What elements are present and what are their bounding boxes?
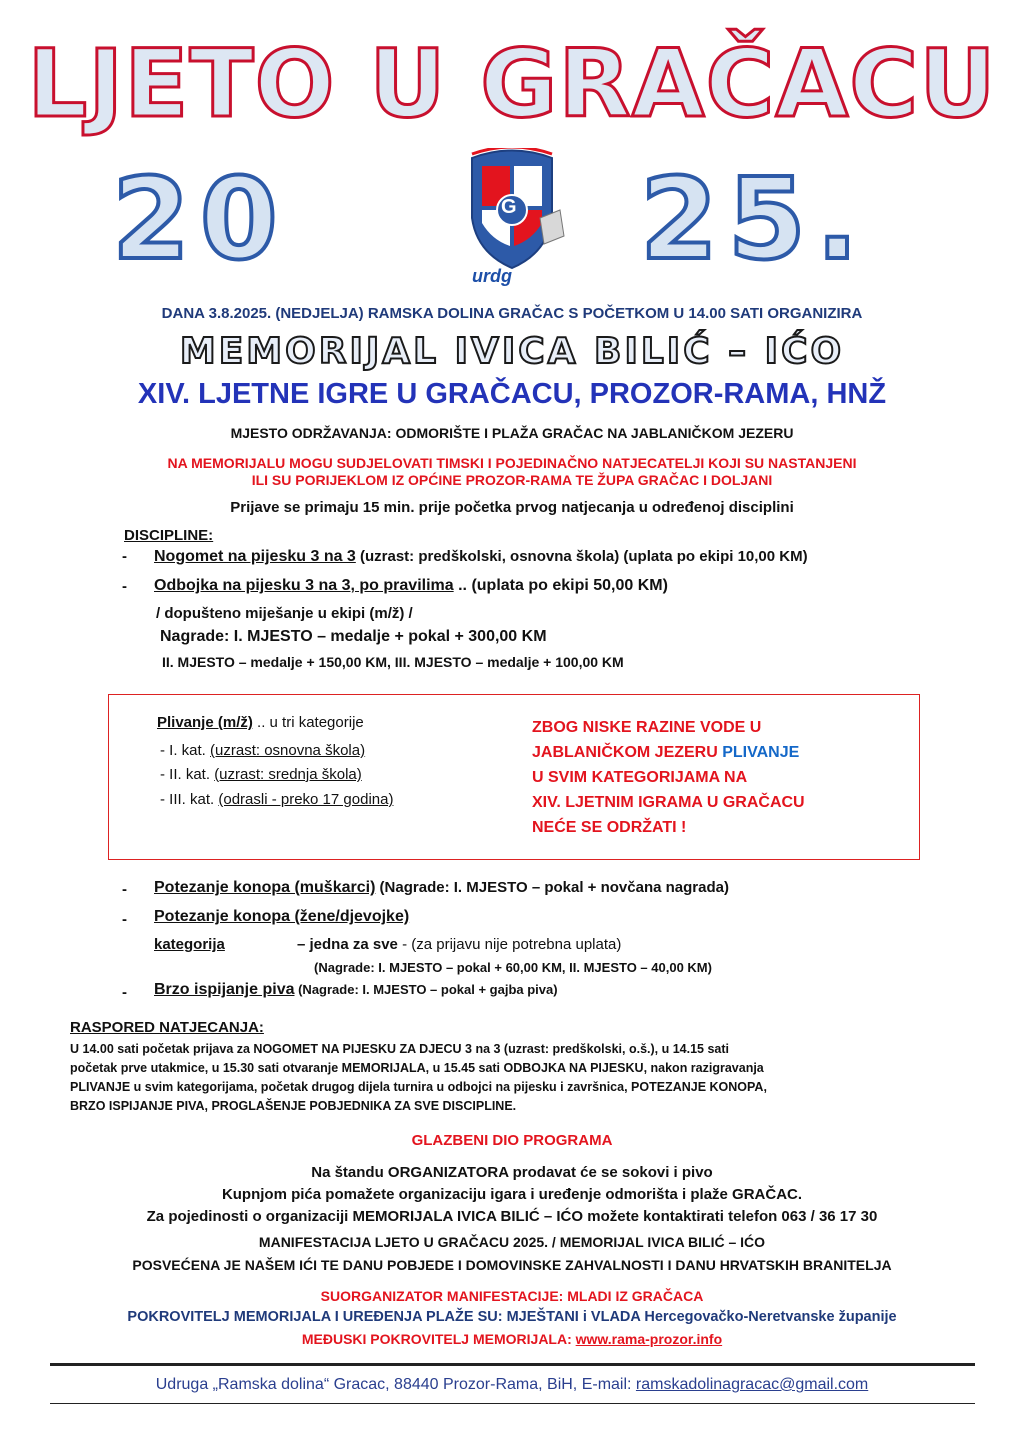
football-name: Nogomet na pijesku 3 na 3	[154, 548, 356, 565]
footer-divider-top	[50, 1363, 975, 1366]
bullet-dash: -	[122, 578, 127, 595]
info-line-2: Kupnjom pića pomažete organizaciju igara i uređenje odmorišta i plaže GRAČAC.	[221, 1186, 803, 1203]
discipline-football	[154, 548, 808, 566]
swim-cat-3-label: - III. kat.	[160, 791, 219, 808]
logo-letter: G	[501, 196, 517, 218]
notice-swimming-word: PLIVANJE	[722, 744, 800, 761]
rope-women-category	[154, 936, 225, 953]
swimming-title	[157, 714, 364, 731]
footer-address: 88440 Prozor-Rama, BiH, E-mail:	[389, 1376, 636, 1393]
music-heading: GLAZBENI DIO PROGRAMA	[411, 1132, 613, 1149]
swim-category-2	[160, 766, 362, 783]
disciplines-heading: DISCIPLINE:	[124, 527, 214, 544]
volley-name: Odbojka na pijesku 3 na 3, po pravilima	[154, 577, 454, 594]
footer-divider-bottom	[50, 1403, 975, 1404]
notice-line-5: NEĆE SE ODRŽATI !	[532, 819, 687, 836]
info-line-1: Na štandu ORGANIZATORA prodavat će se sokovi i pivo	[311, 1164, 713, 1181]
swimming-suffix: .. u tri kategorije	[252, 714, 364, 731]
notice-line-3: U SVIM KATEGORIJAMA NA	[532, 769, 748, 786]
shield-emblem-icon	[452, 148, 572, 298]
co-organizer-line: SUORGANIZATOR MANIFESTACIJE: MLADI IZ GRAČACA	[320, 1288, 704, 1304]
games-title: XIV. LJETNE IGRE U GRAČACU, PROZOR-RAMA, HNŽ	[137, 378, 887, 410]
info-line-5: POSVEĆENA JE NAŠEM IĆI TE DANU POBJEDE I DOMOVINSKE ZAHVALNOSTI I DANU HRVATSKIH BRANITELJA	[132, 1257, 892, 1273]
swim-category-1	[160, 742, 365, 759]
volley-mix-note: / dopušteno miješanje u ekipi (m/ž) /	[156, 605, 413, 622]
footer-contact	[0, 1376, 1024, 1394]
footer-org: Udruga „Ramska dolina“ Gracac,	[155, 1376, 390, 1393]
swim-cat-2-label: - II. kat.	[160, 766, 215, 783]
registration-note: Prijave se primaju 15 min. prije početka prvog natjecanja u određenoj disciplini	[230, 499, 794, 516]
bullet-dash: -	[122, 548, 127, 565]
rope-men-name: Potezanje konopa (muškarci)	[154, 879, 376, 896]
schedule-line-2: početak prve utakmice, u 15.30 sati otvaranje MEMORIJALA, u 15.45 sati ODBOJKA NA PIJESKU, nakon razigravanja	[70, 1061, 764, 1075]
eligibility-line-2: ILI SU PORIJEKLOM IZ OPĆINE PROZOR-RAMA TE ŽUPA GRAČAC I DOLJANI	[251, 472, 773, 488]
notice-line-2a: JABLANIČKOM JEZERU	[532, 744, 723, 761]
notice-line-4: XIV. LJETNIM IGRAMA U GRAČACU	[532, 794, 805, 811]
schedule-text	[70, 1040, 960, 1116]
rope-cat-label: kategorija	[154, 936, 225, 953]
rope-women-name: Potezanje konopa (žene/djevojke)	[154, 908, 410, 925]
schedule-line-3: PLIVANJE u svim kategorijama, početak drugog dijela turnira u odbojci na pijesku i završnica, POTEZANJE KONOPA,	[70, 1080, 767, 1094]
volley-prize-first: Nagrade: I. MJESTO – medalje + pokal + 300,00 KM	[160, 628, 547, 645]
football-details: (uzrast: predškolski, osnovna škola) (uplata po ekipi 10,00 KM)	[355, 548, 808, 565]
bullet-dash: -	[122, 911, 127, 928]
media-patron-label: MEĐUSKI POKROVITELJ MEMORIJALA:	[301, 1331, 576, 1347]
swimming-name: Plivanje (m/ž)	[157, 714, 253, 731]
rope-cat-note: - (za prijavu nije potrebna uplata)	[397, 936, 622, 953]
volley-details: .. (uplata po ekipi 50,00 KM)	[453, 577, 668, 594]
info-line-4: MANIFESTACIJA LJETO U GRAČACU 2025. / MEMORIJAL IVICA BILIĆ – IĆO	[258, 1234, 766, 1250]
rope-cat-value: – jedna za sve	[297, 936, 398, 953]
venue-line: MJESTO ODRŽAVANJA: ODMORIŠTE I PLAŽA GRAČAC NA JABLANIČKOM JEZERU	[230, 425, 794, 441]
intro-line: DANA 3.8.2025. (NEDJELJA) RAMSKA DOLINA GRAČAC S POČETKOM U 14.00 SATI ORGANIZIRA	[161, 305, 863, 322]
logo-text: urdg	[472, 266, 512, 286]
swim-cat-2-value: (uzrast: srednja škola)	[214, 766, 362, 783]
year-right: 25.	[640, 155, 869, 285]
swim-category-3	[160, 791, 393, 808]
media-patron-link[interactable]: www.rama-prozor.info	[575, 1331, 723, 1347]
rope-women-category-value	[297, 936, 621, 953]
memorial-title: MEMORIJAL IVICA BILIĆ – IĆO	[179, 331, 845, 372]
swim-cat-3-value: (odrasli - preko 17 godina)	[218, 791, 394, 808]
rope-men	[154, 879, 729, 897]
beer-discipline	[154, 981, 558, 999]
swim-cat-1-value: (uzrast: osnovna škola)	[210, 742, 366, 759]
swim-cancel-notice	[532, 715, 805, 840]
notice-line-2	[532, 740, 805, 765]
schedule-line-4: BRZO ISPIJANJE PIVA, PROGLAŠENJE POBJEDNIKA ZA SVE DISCIPLINE.	[70, 1099, 517, 1113]
beer-prize: (Nagrade: I. MJESTO – pokal + gajba piva)	[294, 982, 558, 997]
eligibility-line-1: NA MEMORIJALU MOGU SUDJELOVATI TIMSKI I POJEDINAČNO NATJECATELJI KOJI SU NASTANJENI	[167, 455, 857, 471]
beer-name: Brzo ispijanje piva	[154, 981, 295, 998]
patron-line: POKROVITELJ MEMORIJALA I UREĐENJA PLAŽE SU: MJEŠTANI i VLADA Hercegovačko-Neretvanske županije	[127, 1309, 897, 1325]
rope-men-prize: (Nagrade: I. MJESTO – pokal + novčana nagrada)	[375, 879, 729, 896]
discipline-volleyball	[154, 577, 668, 595]
poster-title: LJETO U GRAČACU	[27, 30, 997, 139]
schedule-heading: RASPORED NATJECANJA:	[70, 1019, 264, 1036]
rope-women-prize: (Nagrade: I. MJESTO – pokal + 60,00 KM, II. MJESTO – 40,00 KM)	[314, 960, 712, 975]
schedule-line-1: U 14.00 sati početak prijava za NOGOMET NA PIJESKU ZA DJECU 3 na 3 (uzrast: predškolski, o.š.), u 14.15 sati	[70, 1042, 730, 1056]
notice-line-1: ZBOG NISKE RAZINE VODE U	[532, 719, 762, 736]
bullet-dash: -	[122, 881, 127, 898]
bullet-dash: -	[122, 984, 127, 1001]
media-patron-line	[0, 1331, 1024, 1347]
volley-prize-other: II. MJESTO – medalje + 150,00 KM, III. MJESTO – medalje + 100,00 KM	[162, 654, 624, 670]
association-logo	[452, 148, 572, 298]
info-line-3: Za pojedinosti o organizaciji MEMORIJALA IVICA BILIĆ – IĆO možete kontaktirati telefon 063 / 36 17 30	[146, 1208, 878, 1225]
swim-cat-1-label: - I. kat.	[160, 742, 211, 759]
footer-email-link[interactable]: ramskadolinagracac@gmail.com	[635, 1376, 869, 1393]
year-left: 20	[112, 155, 288, 285]
